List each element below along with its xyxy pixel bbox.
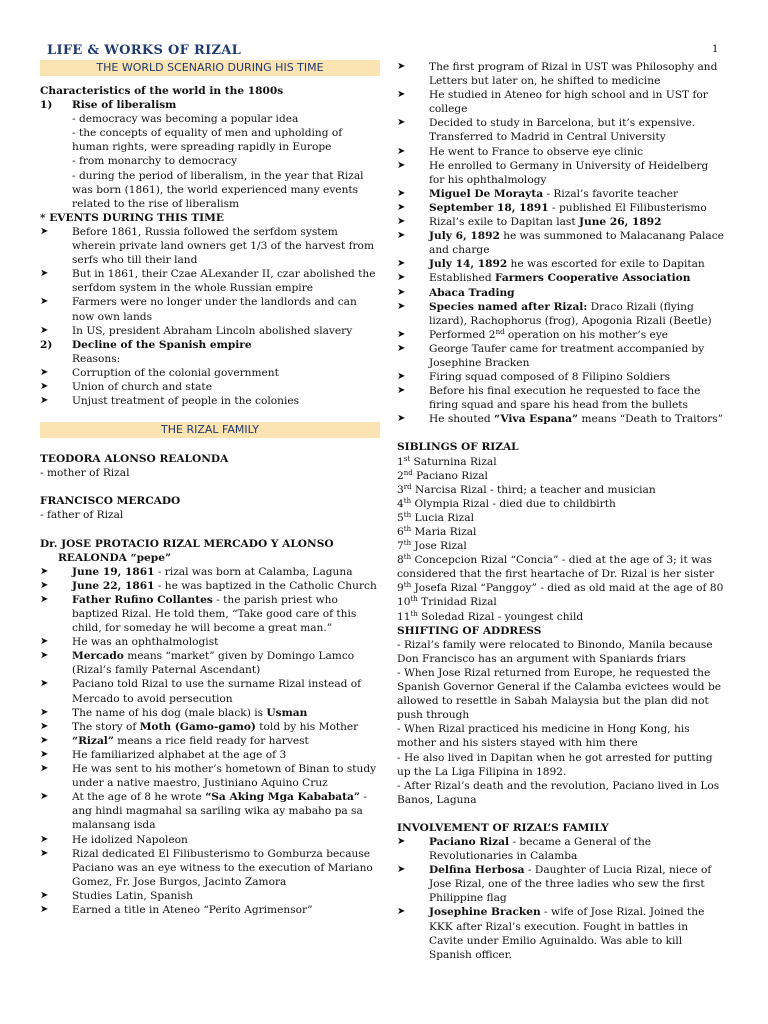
bullet-text: - rizal was born at Calamba, Laguna — [154, 565, 353, 578]
arrow-bullet-icon: ➤ — [397, 413, 406, 425]
reasons-list — [40, 366, 380, 408]
arrow-bullet-icon: ➤ — [397, 159, 406, 171]
family-fact-item — [40, 734, 380, 748]
bullet-bold-text: Miguel De Morayta — [429, 187, 544, 200]
bullet-bold-text: Abaca Trading — [429, 286, 515, 299]
arrow-bullet-icon: ➤ — [397, 864, 406, 876]
family-fact-item — [40, 762, 380, 790]
bullet-bold-text: Moth (Gamo-gamo) — [139, 720, 256, 733]
family-fact-item — [40, 790, 380, 832]
involvement-item — [397, 835, 725, 863]
arrow-bullet-icon: ➤ — [40, 889, 49, 901]
sibling-item — [397, 595, 725, 609]
reason-item — [40, 380, 380, 394]
arrow-bullet-icon: ➤ — [40, 833, 49, 845]
arrow-bullet-icon: ➤ — [40, 748, 49, 760]
bullet-text: he was summoned to Malacanang Palace and charge — [429, 230, 724, 257]
bullet-text: Farmers were no longer under the landlords and can now own lands — [72, 296, 357, 323]
bullet-text: he was escorted for exile to Dapitan — [507, 258, 705, 271]
arrow-bullet-icon: ➤ — [40, 791, 49, 803]
arrow-bullet-icon: ➤ — [397, 230, 406, 242]
events-list — [40, 225, 380, 338]
shifting-item: - After Rizal’s death and the revolution, Paciano lived in Los Banos, Laguna — [397, 779, 720, 806]
jose-full-name: Dr. JOSE PROTACIO RIZAL MERCADO Y ALONSO REALONDA “pepe” — [40, 537, 334, 564]
right-column — [397, 60, 725, 962]
family-fact-item — [40, 593, 380, 635]
rizal-facts-list — [397, 60, 725, 426]
rizal-fact-item — [397, 187, 725, 201]
arrow-bullet-icon: ➤ — [40, 380, 49, 392]
rizal-fact-item — [397, 300, 725, 328]
bullet-text: Paciano told Rizal to use the surname Rizal instead of Mercado to avoid persecution — [72, 678, 362, 705]
bullet-text: He familiarized alphabet at the age of 3 — [72, 748, 287, 761]
bullet-text: - he was baptized in the Catholic Church — [154, 579, 377, 592]
family-fact-item — [40, 649, 380, 677]
sibling-item — [397, 581, 725, 595]
bullet-text: - Rizal’s favorite teacher — [543, 187, 679, 200]
sibling-ordinal: th — [410, 595, 418, 604]
bullet-text: told by his Mother — [255, 720, 359, 733]
superscript: nd — [495, 327, 505, 336]
liberalism-line: - democracy was becoming a popular idea — [72, 113, 299, 126]
liberalism-title: Rise of liberalism — [72, 99, 177, 112]
bullet-text: In US, president Abraham Lincoln abolished slavery — [72, 324, 353, 337]
sibling-ordinal: th — [403, 525, 412, 533]
bullet-text: The story of — [72, 720, 140, 733]
rizal-fact-item — [397, 412, 725, 426]
sibling-text: Maria Rizal — [411, 526, 477, 538]
decline-heading — [40, 338, 380, 352]
sibling-item — [397, 511, 725, 525]
involvement-item — [397, 905, 725, 961]
liberalism-number: 1) — [40, 99, 53, 112]
arrow-bullet-icon: ➤ — [40, 565, 49, 577]
rizal-fact-item — [397, 88, 725, 116]
arrow-bullet-icon: ➤ — [40, 579, 49, 591]
father-name: FRANCISCO MERCADO — [40, 495, 181, 508]
arrow-bullet-icon: ➤ — [397, 300, 406, 312]
sibling-ordinal: st — [403, 454, 411, 463]
rizal-fact-item — [397, 159, 725, 187]
arrow-bullet-icon: ➤ — [397, 286, 406, 298]
sibling-item — [397, 483, 725, 497]
sibling-number: 3 — [397, 483, 404, 496]
involvement-list — [397, 835, 725, 962]
sibling-number: 1 — [397, 455, 404, 468]
sibling-number: 4 — [397, 497, 404, 510]
bullet-bold-text: Species named after Rizal: — [429, 300, 588, 313]
sibling-text: Saturnina Rizal — [410, 455, 497, 468]
family-fact-item — [40, 706, 380, 720]
sibling-number: 5 — [397, 511, 404, 524]
family-facts-list — [40, 565, 380, 917]
arrow-bullet-icon: ➤ — [40, 734, 49, 746]
bullet-bold-text: Mercado — [72, 650, 124, 663]
bullet-text: He was an ophthalmologist — [72, 636, 219, 649]
bullet-text: He shouted — [429, 413, 495, 426]
bullet-bold-text: Paciano Rizal — [429, 835, 510, 848]
mother-name: TEODORA ALONSO REALONDA — [40, 453, 229, 466]
rizal-fact-item — [397, 271, 725, 285]
involvement-item — [397, 863, 725, 905]
family-fact-item — [40, 677, 380, 705]
sibling-ordinal: rd — [403, 482, 412, 491]
bullet-text: - published El Filibusterismo — [548, 201, 707, 214]
family-fact-item — [40, 748, 380, 762]
left-column — [40, 60, 380, 917]
bullet-text: means “Death to Traitors” — [578, 413, 724, 426]
sibling-item — [397, 553, 725, 581]
bullet-bold-text: Father Rufino Collantes — [72, 593, 213, 606]
siblings-title: SIBLINGS OF RIZAL — [397, 441, 519, 454]
events-title: * EVENTS DURING THIS TIME — [40, 211, 224, 224]
liberalism-line: - from monarchy to democracy — [72, 155, 238, 168]
section-banner-world: THE WORLD SCENARIO DURING HIS TIME — [40, 60, 380, 76]
bullet-text: Established — [429, 272, 495, 285]
family-fact-item — [40, 889, 380, 903]
shifting-item: - When Rizal practiced his medicine in Hong Kong, his mother and his sisters stayed with him there — [397, 723, 690, 750]
bullet-text: Before his final execution he requested to face the firing squad and spare his head from the bullets — [429, 385, 701, 412]
arrow-bullet-icon: ➤ — [397, 89, 406, 101]
sibling-number: 7 — [397, 540, 404, 553]
sibling-item — [397, 469, 725, 483]
arrow-bullet-icon: ➤ — [40, 847, 49, 859]
reason-item — [40, 394, 380, 408]
arrow-bullet-icon: ➤ — [397, 835, 406, 847]
arrow-bullet-icon: ➤ — [397, 258, 406, 270]
arrow-bullet-icon: ➤ — [40, 903, 49, 915]
rizal-fact-item — [397, 286, 725, 300]
sibling-ordinal: th — [403, 581, 412, 590]
family-fact-item — [40, 903, 380, 917]
sibling-item — [397, 539, 725, 553]
shifting-item: - Rizal’s family were relocated to Binondo, Manila because Don Francisco has an argument with Spaniards friars — [397, 638, 713, 665]
decline-title: Decline of the Spanish empire — [72, 338, 252, 351]
bullet-text: The first program of Rizal in UST was Philosophy and Letters but later on, he shifted to medicine — [429, 61, 718, 88]
bullet-text: He was sent to his mother’s hometown of Binan to study under a native maestro, Justiniano Aquino Cruz — [72, 763, 377, 790]
arrow-bullet-icon: ➤ — [40, 763, 49, 775]
sibling-ordinal: th — [403, 539, 412, 548]
rizal-fact-item — [397, 215, 725, 229]
arrow-bullet-icon: ➤ — [40, 296, 49, 308]
arrow-bullet-icon: ➤ — [40, 678, 49, 690]
sibling-item — [397, 610, 725, 624]
arrow-bullet-icon: ➤ — [397, 385, 406, 397]
arrow-bullet-icon: ➤ — [40, 395, 49, 407]
bullet-text: - wife of Jose Rizal. Joined the KKK after Rizal’s execution. Fought in battles in Cavite under Emilio Aguinaldo. Was able to kill Spanish officer. — [429, 906, 705, 961]
bullet-text: He idolized Napoleon — [72, 833, 188, 846]
rizal-fact-item — [397, 201, 725, 215]
bullet-text: Rizal dedicated El Filibusterismo to Gomburza because Paciano was an eye witness to the execution of Mariano Gomez, Fr. Jose Burgos, Jacinto Zamora — [72, 847, 373, 888]
bullet-bold-text: June 19, 1861 — [72, 565, 155, 578]
arrow-bullet-icon: ➤ — [40, 706, 49, 718]
sibling-item — [397, 455, 725, 469]
sibling-text: Lucia Rizal — [411, 511, 474, 524]
liberalism-line: - the concepts of equality of men and upholding of human rights, were spreading rapidly in Europe — [72, 127, 343, 154]
rizal-fact-item — [397, 342, 725, 370]
arrow-bullet-icon: ➤ — [40, 720, 49, 732]
decline-number: 2) — [40, 338, 53, 351]
arrow-bullet-icon: ➤ — [397, 187, 406, 199]
arrow-bullet-icon: ➤ — [40, 636, 49, 648]
sibling-number: 8 — [397, 554, 404, 567]
sibling-text: Trinidad Rizal — [417, 596, 497, 609]
sibling-number: 2 — [397, 469, 404, 482]
bullet-text: operation on his mother’s eye — [504, 328, 669, 341]
family-fact-item — [40, 565, 380, 579]
family-fact-item — [40, 635, 380, 649]
involvement-title: INVOLVEMENT OF RIZAL’S FAMILY — [397, 821, 609, 834]
bullet-bold-text: Usman — [266, 706, 308, 719]
rizal-fact-item — [397, 60, 725, 88]
bullet-bold-text: July 14, 1892 — [429, 258, 508, 271]
bullet-text: Corruption of the colonial government — [72, 366, 279, 379]
event-item — [40, 267, 380, 295]
shifting-list — [397, 638, 725, 807]
bullet-bold-text: “Rizal” — [72, 734, 114, 747]
family-fact-item — [40, 847, 380, 889]
page-number: 1 — [712, 44, 719, 55]
bullet-text: - ang hindi magmahal sa sariling wika ay mabaho pa sa malansang isda — [72, 791, 367, 832]
sibling-text: Jose Rizal — [411, 540, 467, 553]
bullet-bold-text: June 22, 1861 — [72, 579, 155, 592]
bullet-bold-text: “Viva Espana” — [494, 413, 579, 426]
bullet-bold-text: Josephine Bracken — [429, 906, 541, 919]
arrow-bullet-icon: ➤ — [397, 117, 406, 129]
shifting-item: - When Jose Rizal returned from Europe, he requested the Spanish Governor General if the Calamba evictees would be allowed to resettle in Sabah Malaysia but the plan did not push through — [397, 666, 722, 722]
arrow-bullet-icon: ➤ — [397, 906, 406, 918]
bullet-text: Studies Latin, Spanish — [72, 889, 193, 902]
arrow-bullet-icon: ➤ — [40, 225, 49, 237]
bullet-text: Union of church and state — [72, 380, 212, 393]
event-item — [40, 295, 380, 323]
arrow-bullet-icon: ➤ — [397, 61, 406, 72]
family-fact-item — [40, 579, 380, 593]
sibling-ordinal: nd — [403, 468, 413, 477]
bullet-text: - the parish priest who baptized Rizal. He told them, “Take good care of this child, for someday he will become a great man.” — [72, 593, 357, 635]
bullet-text: means a rice field ready for harvest — [113, 734, 309, 747]
reason-item — [40, 366, 380, 380]
bullet-bold-text: Delfina Herbosa — [429, 864, 525, 877]
siblings-list — [397, 455, 725, 624]
bullet-bold-text: Farmers Cooperative Association — [494, 272, 691, 285]
liberalism-line: - during the period of liberalism, in the year that Rizal was born (1861), the world experienced many events related to the rise of liberalism — [72, 169, 364, 210]
shifting-item: - He also lived in Dapitan when he got arrested for putting up the La Liga Filipina in 1892. — [397, 751, 713, 778]
rizal-fact-item — [397, 257, 725, 271]
liberalism-heading — [40, 98, 380, 112]
arrow-bullet-icon: ➤ — [397, 201, 406, 213]
rizal-fact-item — [397, 328, 725, 342]
bullet-text: - Daughter of Lucia Rizal, niece of Jose Rizal, one of the three ladies who sew the first Philippine flag — [429, 864, 712, 905]
arrow-bullet-icon: ➤ — [397, 328, 406, 340]
bullet-bold-text: July 6, 1892 — [429, 230, 500, 243]
sibling-item — [397, 497, 725, 511]
bullet-text: Firing squad composed of 8 Filipino Soldiers — [429, 371, 671, 384]
shifting-title: SHIFTING OF ADDRESS — [397, 624, 542, 637]
bullet-text: Before 1861, Russia followed the serfdom system wherein private land owners get 1/3 of the harvest from serfs who till their land — [72, 225, 374, 267]
bullet-text: Unjust treatment of people in the colonies — [72, 395, 300, 408]
sibling-ordinal: th — [403, 553, 412, 562]
rizal-fact-item — [397, 370, 725, 384]
liberalism-lines — [40, 112, 380, 211]
bullet-text: means “market” given by Domingo Lamco (Rizal’s family Paternal Ascendant) — [72, 650, 355, 677]
world-intro: Characteristics of the world in the 1800s — [40, 85, 284, 97]
bullet-text: Performed 2 — [429, 328, 496, 341]
sibling-text: Josefa Rizal “Panggoy” - died as old maid at the age of 80 — [411, 582, 724, 595]
bullet-text: He studied in Ateneo for high school and in UST for college — [429, 89, 708, 116]
document-title: LIFE & WORKS OF RIZAL — [47, 43, 242, 58]
bullet-text: Decided to study in Barcelona, but it’s expensive. Transferred to Madrid in Central University — [429, 117, 696, 144]
sibling-item — [397, 525, 725, 539]
rizal-fact-item — [397, 229, 725, 257]
sibling-ordinal: th — [410, 609, 418, 618]
arrow-bullet-icon: ➤ — [40, 650, 49, 662]
arrow-bullet-icon: ➤ — [40, 593, 49, 605]
sibling-text: Narcisa Rizal - third; a teacher and musician — [411, 483, 656, 496]
family-fact-item — [40, 833, 380, 847]
arrow-bullet-icon: ➤ — [397, 371, 406, 383]
event-item — [40, 324, 380, 338]
event-item — [40, 225, 380, 267]
bullet-text: - became a General of the Revolutionaries in Calamba — [429, 835, 652, 863]
arrow-bullet-icon: ➤ — [40, 366, 49, 378]
section-banner-family: THE RIZAL FAMILY — [40, 422, 380, 438]
bullet-text: Draco Rizali (flying lizard), Rachophorus (frog), Apogonia Rizali (Beetle) — [429, 300, 712, 327]
arrow-bullet-icon: ➤ — [397, 145, 406, 157]
bullet-text: George Taufer came for treatment accompanied by Josephine Bracken — [429, 342, 705, 369]
bullet-bold-text: June 26, 1892 — [579, 216, 662, 229]
bullet-text: He went to France to observe eye clinic — [429, 145, 644, 158]
bullet-text: The name of his dog (male black) is — [72, 706, 267, 719]
arrow-bullet-icon: ➤ — [397, 272, 406, 284]
sibling-text: Soledad Rizal - youngest child — [417, 610, 584, 623]
bullet-text: He enrolled to Germany in University of Heidelberg for his ophthalmology — [429, 159, 709, 186]
family-fact-item — [40, 720, 380, 734]
bullet-bold-text: “Sa Aking Mga Kababata” — [205, 791, 361, 804]
bullet-text: Rizal’s exile to Dapitan last — [429, 216, 579, 229]
father-role: - father of Rizal — [40, 509, 124, 522]
bullet-text: Earned a title in Ateneo “Perito Agrimensor” — [72, 903, 313, 916]
sibling-text: Concepcion Rizal “Concia” - died at the age of 3; it was considered that the first heartache of Dr. Rizal is her sister — [397, 554, 715, 581]
sibling-number: 10 — [397, 596, 411, 609]
sibling-text: Paciano Rizal — [412, 469, 488, 482]
bullet-text: But in 1861, their Czae ALexander II, czar abolished the serfdom system in the whole Russian empire — [72, 268, 376, 295]
sibling-text: Olympia Rizal - died due to childbirth — [411, 497, 616, 510]
bullet-bold-text: September 18, 1891 — [429, 201, 549, 214]
bullet-text: At the age of 8 he wrote — [72, 791, 206, 804]
sibling-number: 11 — [397, 610, 411, 623]
mother-role: - mother of Rizal — [40, 467, 130, 480]
reasons-label: Reasons: — [72, 352, 121, 365]
sibling-number: 9 — [397, 582, 404, 595]
arrow-bullet-icon: ➤ — [397, 216, 406, 228]
arrow-bullet-icon: ➤ — [40, 324, 49, 336]
sibling-number: 6 — [397, 526, 404, 538]
arrow-bullet-icon: ➤ — [397, 342, 406, 354]
rizal-fact-item — [397, 384, 725, 412]
rizal-fact-item — [397, 116, 725, 144]
sibling-ordinal: th — [403, 510, 412, 519]
sibling-ordinal: th — [403, 496, 412, 505]
rizal-fact-item — [397, 145, 725, 159]
arrow-bullet-icon: ➤ — [40, 268, 49, 280]
